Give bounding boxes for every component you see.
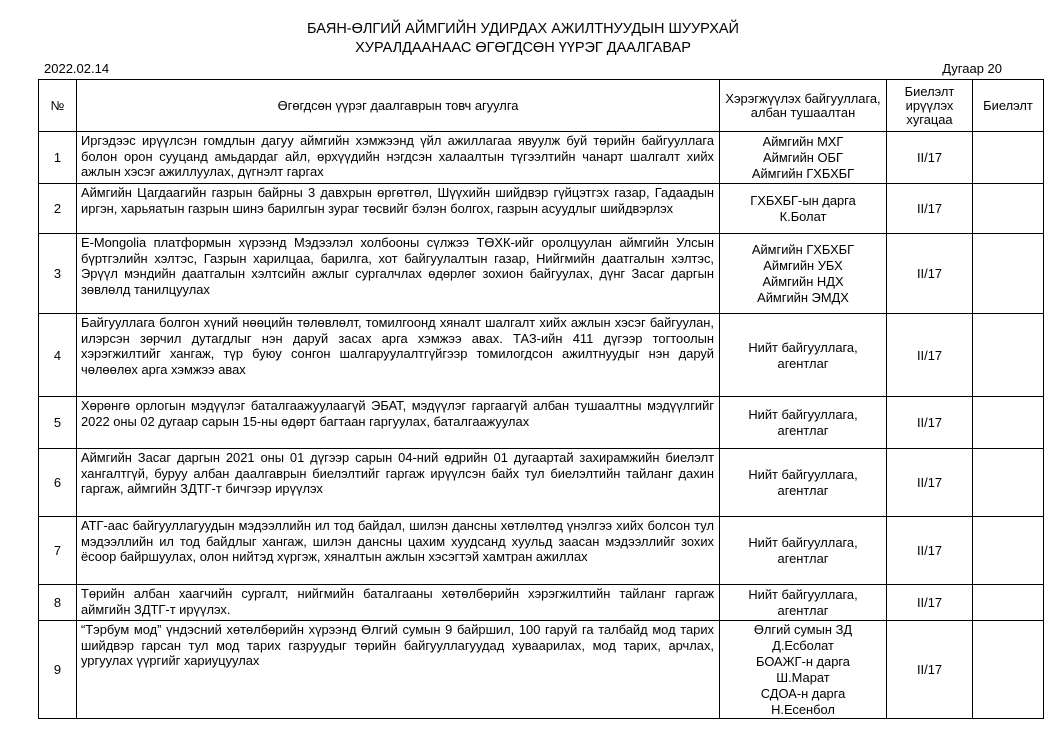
responsible-cell [720,397,887,449]
task-text: Аймгийн Засаг даргын 2021 оны 01 дүгээр сарын 04-ний өдрийн 01 дугаартай захирамжийн биелэлт хангалтгүй, буруу албан даалгаврын биелэлтийг гаргаж ирүүлсэн байх тул биелэлтийн тайланг дахин гаргаж, аймгийн ЗДТГ-т бичгээр ирүүлэх [77,449,720,517]
responsible-cell [720,314,887,397]
status-cell [973,314,1044,397]
row-number: 7 [39,517,77,585]
deadline-cell: II/17 [887,621,973,719]
document-number: Дугаар 20 [942,61,1002,76]
header-deadline: Биелэлт ирүүлэх хугацаа [887,80,973,132]
status-cell [973,517,1044,585]
deadline-cell: II/17 [887,517,973,585]
task-text: “Тэрбум мод” үндэсний хөтөлбөрийн хүрээнд Өлгий сумын 9 байршил, 100 гаруй га талбайд мод тарих шийдвэр гарсан тул мод тарих газруудыг төрийн байгууллагуудад хуваарилах, мод тарих, арчлах, ургуулах үүргийг хариуцуулах [77,621,720,719]
responsible-line: Нийт байгууллага, [748,467,858,482]
table-row [39,397,1044,449]
task-text: Иргэдээс ирүүлсэн гомдлын дагуу аймгийн хэмжээнд үйл ажиллагаа явуулж буй төрийн байгууллага болон орон сууцанд амьдардаг айл, өрхүүдийн нэгдсэн халаалтын түгээлтийн чанарт шалгалт хийх ажлын хэсэг ажиллуулах, дүгнэлт гаргах [77,132,720,184]
responsible-cell [720,449,887,517]
table-row [39,234,1044,314]
tasks-table [38,79,1044,719]
responsible-line: Аймгийн МХГ [762,134,844,149]
deadline-cell: II/17 [887,184,973,234]
status-cell [973,449,1044,517]
task-text: Аймгийн Цагдаагийн газрын байрны 3 давхрын өргөтгөл, Шүүхийн шийдвэр гүйцэтгэх газар, Гадаадын иргэн, харьяатын газрын шинэ барилгын зураг төсвийг бэлэн болгох, газрын асуудлыг шийдвэрлэх [77,184,720,234]
responsible-line: Аймгийн ОБГ [763,150,843,165]
status-cell [973,585,1044,621]
deadline-cell: II/17 [887,132,973,184]
task-text: Хөрөнгө орлогын мэдүүлэг баталгаажуулаагүй ЭБАТ, мэдүүлэг гаргаагүй албан тушаалтны мэдүүлгийг 2022 оны 02 дугаар сарын 15-ны өдөрт багтаан гаргуулах, баталгаажуулах [77,397,720,449]
status-cell [973,397,1044,449]
task-text: Төрийн албан хаагчийн сургалт, нийгмийн баталгааны хөтөлбөрийн хэрэгжилтийн тайланг гаргаж аймгийн ЗДТГ-т ирүүлэх. [77,585,720,621]
header-task: Өгөгдсөн үүрэг даалгаврын товч агуулга [77,80,720,132]
responsible-line: Нийт байгууллага, [748,339,858,355]
row-number: 1 [39,132,77,184]
responsible-line: Аймгийн НДХ [762,274,844,289]
responsible-line: Аймгийн УБХ [763,258,843,273]
task-text: E-Mongolia платформын хүрээнд Мэдээлэл холбооны сүлжээ ТӨХК-ийг оролцуулан аймгийн Улсын бүртгэлийн хэлтэс, Газрын харилцаа, барилга, хот байгуулалтын газар, Нийгмийн даатгалын хэлтэс, Эрүүл мэндийн даатгалын хэлтсийн ажлыг сургалчлах өдөрлөг зохион байгуулах, дүнг Засаг даргын зөвлөлд танилцуулах [77,234,720,314]
row-number: 4 [39,314,77,397]
table-row [39,132,1044,184]
responsible-line: Д.Есболат [772,638,834,653]
row-number: 5 [39,397,77,449]
header-no: № [39,80,77,132]
status-cell [973,184,1044,234]
deadline-cell: II/17 [887,397,973,449]
responsible-line: агентлаг [777,423,829,438]
row-number: 3 [39,234,77,314]
responsible-line: К.Болат [779,209,827,224]
responsible-line: агентлаг [777,483,829,498]
responsible-cell [720,585,887,621]
responsible-line: Өлгий сумын ЗД [753,622,853,637]
responsible-line: Н.Есенбол [771,702,835,717]
task-text: АТГ-аас байгууллагуудын мэдээллийн ил тод байдал, шилэн дансны хөтлөлтөд үнэлгээ хийх болсон тул мэдээллийн ил тод байдлыг хангаж, шилэн дансны цахим хуудсанд хуульд заасан мэдээллийг зохих ёсоор байршуулах, олон нийтэд хүргэж, хяналтын ажлын хэсэгтэй хамтран ажиллах [77,517,720,585]
status-cell [973,234,1044,314]
responsible-line: Нийт байгууллага, [748,587,858,602]
responsible-cell [720,234,887,314]
table-row [39,621,1044,719]
status-cell [973,621,1044,719]
responsible-line: Ш.Марат [776,670,830,685]
row-number: 8 [39,585,77,621]
table-row [39,314,1044,397]
title-line-2: ХУРАЛДААНААС ӨГӨГДСӨН ҮҮРЭГ ДААЛГАВАР [355,40,691,56]
responsible-line: Нийт байгууллага, [748,407,858,422]
task-text: Байгууллага болгон хүний нөөцийн төлөвлөлт, томилгоонд хяналт шалгалт хийх ажлын хэсэг байгуулан, илэрсэн зөрчил дутагдлыг нэн даруй засах арга хэмжээ авах. ТАЗ-ийн 411 дүгээр тогтоолын хэрэгжилтийг хангаж, түр буюу сонгон шалгаруулалтгүйгээр томилогдсон ажилтнуудыг нэн даруй чөлөөлөх арга хэмжээ авах [77,314,720,397]
responsible-line: Нийт байгууллага, [748,535,858,550]
document-title [0,20,1046,58]
deadline-cell: II/17 [887,449,973,517]
table-row [39,184,1044,234]
row-number: 2 [39,184,77,234]
responsible-cell [720,517,887,585]
responsible-line: ГХБХБГ-ын дарга [750,193,856,208]
deadline-cell: II/17 [887,234,973,314]
responsible-line: Аймгийн ГХБХБГ [751,242,855,257]
deadline-cell: II/17 [887,314,973,397]
table-body [39,132,1044,719]
responsible-cell [720,132,887,184]
table-header-row [39,80,1044,132]
header-status: Биелэлт [973,80,1044,132]
row-number: 9 [39,621,77,719]
responsible-line: Аймгийн ГХБХБГ [751,166,855,181]
document-date: 2022.02.14 [44,61,110,76]
deadline-cell: II/17 [887,585,973,621]
responsible-line: БОАЖГ-н дарга [756,654,850,669]
responsible-line: агентлаг [777,603,829,618]
responsible-line: агентлаг [777,355,829,371]
responsible-cell [720,184,887,234]
row-number: 6 [39,449,77,517]
status-cell [973,132,1044,184]
responsible-line: агентлаг [777,551,829,566]
responsible-line: СДОА-н дарга [760,686,846,701]
header-responsible: Хэрэгжүүлэх байгууллага, албан тушаалтан [720,80,887,132]
table-row [39,585,1044,621]
responsible-cell [720,621,887,719]
title-line-1: БАЯН-ӨЛГИЙ АЙМГИЙН УДИРДАХ АЖИЛТНУУДЫН ШУУРХАЙ [307,21,739,37]
responsible-line: Аймгийн ЭМДХ [757,290,849,305]
table-row [39,449,1044,517]
table-row [39,517,1044,585]
